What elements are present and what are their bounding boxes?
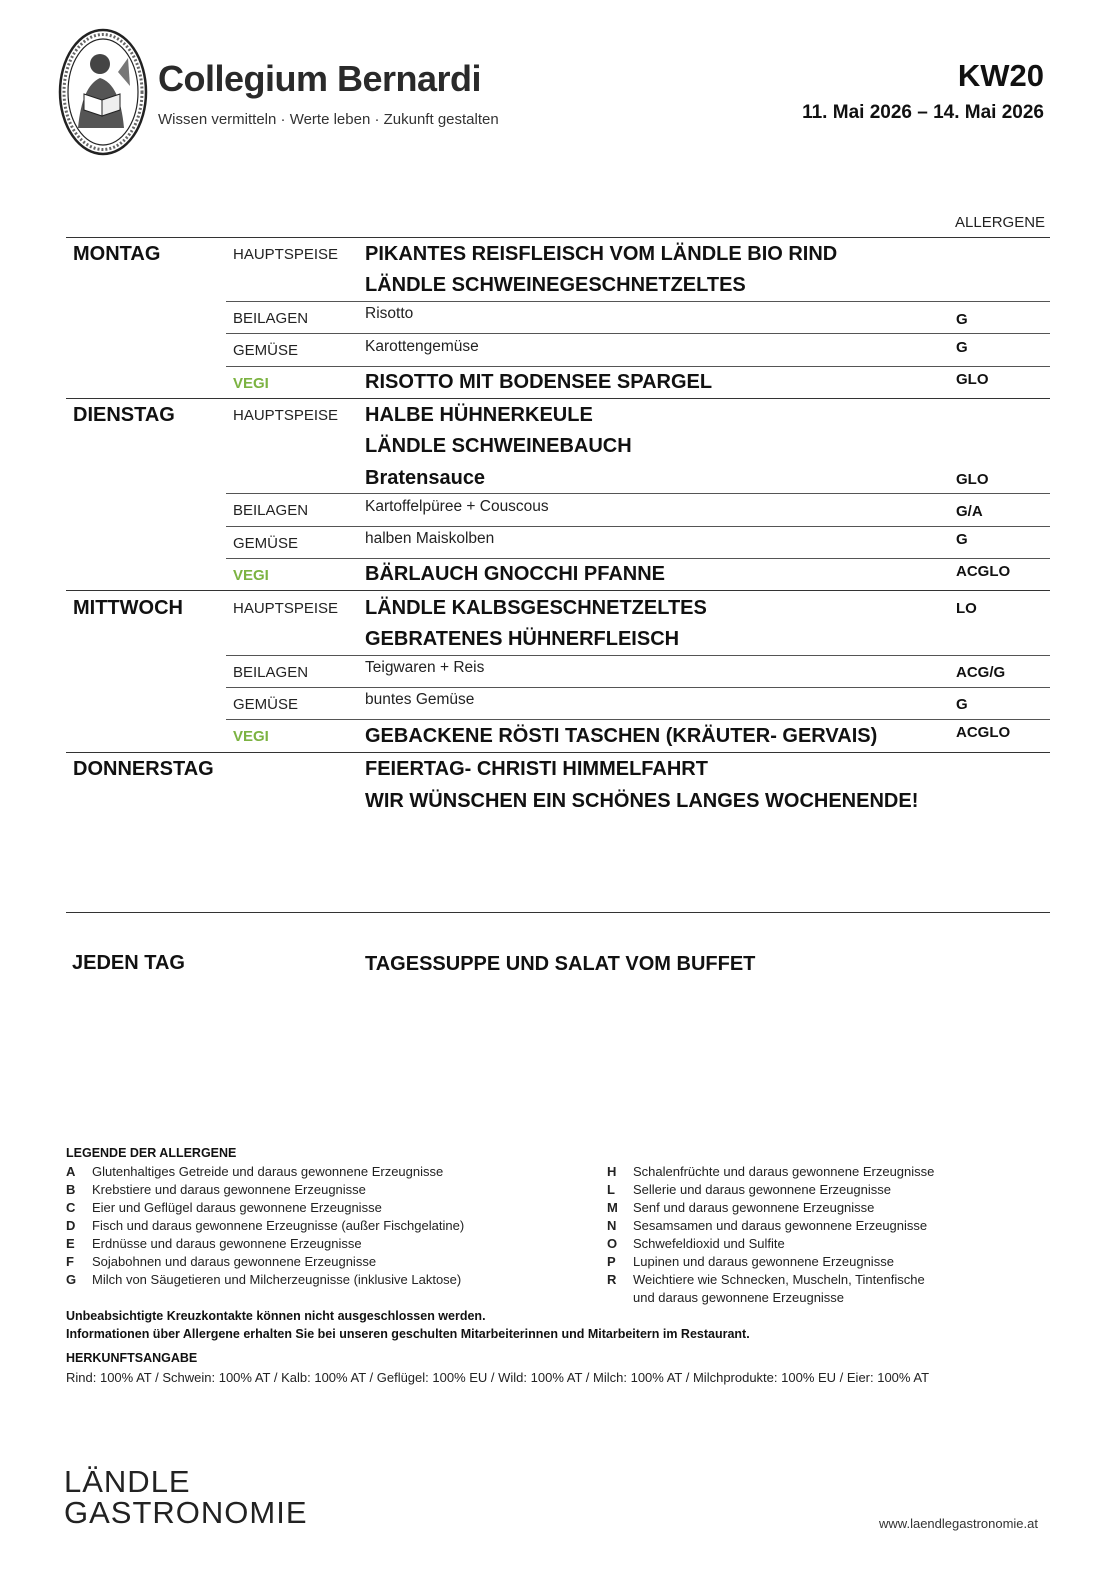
legend-item: F Sojabohnen und daraus gewonnene Erzeugnisse — [66, 1254, 377, 1269]
legend-item-continuation: und daraus gewonnene Erzeugnisse — [633, 1290, 845, 1305]
category-gemuese: GEMÜSE — [233, 535, 299, 552]
allergen-codes: GLO — [956, 471, 989, 488]
dish-vegi: GEBACKENE RÖSTI TASCHEN (KRÄUTER- GERVAIS) — [365, 725, 878, 747]
legend-item: D Fisch und daraus gewonnene Erzeugnisse (außer Fischgelatine) — [66, 1218, 465, 1233]
day-label-montag: MONTAG — [73, 243, 161, 265]
dish-main: LÄNDLE SCHWEINEGESCHNETZELTES — [365, 274, 746, 296]
dish-side: Risotto — [365, 305, 414, 322]
divider — [226, 301, 1050, 302]
legend-item: P Lupinen und daraus gewonnene Erzeugnisse — [607, 1254, 894, 1269]
dish-main: GEBRATENES HÜHNERFLEISCH — [365, 628, 680, 650]
allergen-codes: GLO — [956, 371, 989, 388]
holiday-notice: FEIERTAG- CHRISTI HIMMELFAHRT — [365, 758, 708, 780]
divider — [66, 752, 1050, 753]
dish-vegetable: halben Maiskolben — [365, 530, 495, 547]
legend-item: M Senf und daraus gewonnene Erzeugnisse — [607, 1200, 875, 1215]
every-day-offer: TAGESSUPPE UND SALAT VOM BUFFET — [365, 953, 756, 975]
category-beilagen: BEILAGEN — [233, 664, 309, 681]
dish-vegi: RISOTTO MIT BODENSEE SPARGEL — [365, 371, 713, 393]
allergen-codes: G — [956, 531, 968, 548]
category-gemuese: GEMÜSE — [233, 342, 299, 359]
website-url: www.laendlegastronomie.at — [879, 1516, 1038, 1531]
divider — [226, 526, 1050, 527]
legend-item: O Schwefeldioxid und Sulfite — [607, 1236, 785, 1251]
dish-side: Kartoffelpüree + Couscous — [365, 498, 549, 515]
origin-title: HERKUNFTSANGABE — [66, 1351, 198, 1365]
legend-item: H Schalenfrüchte und daraus gewonnene Erzeugnisse — [607, 1164, 935, 1179]
legend-item: N Sesamsamen und daraus gewonnene Erzeugnisse — [607, 1218, 928, 1233]
legend-item: L Sellerie und daraus gewonnene Erzeugnisse — [607, 1182, 892, 1197]
dish-main: LÄNDLE KALBSGESCHNETZELTES — [365, 597, 707, 619]
category-beilagen: BEILAGEN — [233, 310, 309, 327]
brand-tagline: Wissen vermitteln · Werte leben · Zukunft gestalten — [158, 111, 499, 128]
allergen-codes: ACGLO — [956, 563, 1011, 580]
allergen-codes: ACG/G — [956, 664, 1006, 681]
category-hauptspeise: HAUPTSPEISE — [233, 246, 339, 263]
every-day-label: JEDEN TAG — [72, 952, 185, 974]
category-vegi: VEGI — [233, 567, 269, 584]
dish-side: Teigwaren + Reis — [365, 659, 485, 676]
allergen-info-note: Informationen über Allergene erhalten Sie bei unseren geschulten Mitarbeiterinnen und Mitarbeitern im Restaurant. — [66, 1327, 750, 1341]
dish-main: PIKANTES REISFLEISCH VOM LÄNDLE BIO RIND — [365, 243, 838, 265]
allergen-codes: ACGLO — [956, 724, 1011, 741]
category-beilagen: BEILAGEN — [233, 502, 309, 519]
legend-title: LEGENDE DER ALLERGENE — [66, 1146, 237, 1160]
divider — [66, 590, 1050, 591]
divider — [66, 398, 1050, 399]
category-vegi: VEGI — [233, 375, 269, 392]
dish-main: HALBE HÜHNERKEULE — [365, 404, 593, 426]
dish-vegetable: Karottengemüse — [365, 338, 479, 355]
dish-sauce: Bratensauce — [365, 467, 486, 489]
category-hauptspeise: HAUPTSPEISE — [233, 407, 339, 424]
legend-item: R Weichtiere wie Schnecken, Muscheln, Tintenfische — [607, 1272, 925, 1287]
brand-name: Collegium Bernardi — [158, 58, 482, 99]
dish-vegetable: buntes Gemüse — [365, 691, 475, 708]
divider — [66, 912, 1050, 913]
collegium-seal-logo — [58, 28, 148, 156]
legend-item: B Krebstiere und daraus gewonnene Erzeugnisse — [66, 1182, 366, 1197]
week-number: KW20 — [957, 58, 1044, 93]
divider — [226, 493, 1050, 494]
divider — [226, 719, 1050, 720]
divider — [226, 655, 1050, 656]
day-label-mittwoch: MITTWOCH — [73, 597, 183, 619]
divider — [226, 687, 1050, 688]
divider — [226, 558, 1050, 559]
dish-main: LÄNDLE SCHWEINEBAUCH — [365, 435, 632, 457]
dish-vegi: BÄRLAUCH GNOCCHI PFANNE — [365, 563, 665, 585]
allergen-codes: G/A — [956, 503, 983, 520]
legend-item: C Eier und Geflügel daraus gewonnene Erzeugnisse — [66, 1200, 382, 1215]
divider — [66, 237, 1050, 238]
legend-item: A Glutenhaltiges Getreide und daraus gewonnene Erzeugnisse — [66, 1164, 444, 1179]
divider — [226, 366, 1050, 367]
category-vegi: VEGI — [233, 728, 269, 745]
category-gemuese: GEMÜSE — [233, 696, 299, 713]
day-label-donnerstag: DONNERSTAG — [73, 758, 214, 780]
cross-contact-note: Unbeabsichtigte Kreuzkontakte können nicht ausgeschlossen werden. — [66, 1309, 486, 1323]
legend-item: G Milch von Säugetieren und Milcherzeugnisse (inklusive Laktose) — [66, 1272, 462, 1287]
category-hauptspeise: HAUPTSPEISE — [233, 600, 339, 617]
allergen-codes: LO — [956, 600, 977, 617]
holiday-greeting: WIR WÜNSCHEN EIN SCHÖNES LANGES WOCHENENDE! — [365, 790, 919, 812]
allergen-codes: G — [956, 311, 968, 328]
divider — [226, 333, 1050, 334]
laendle-gastronomie-logo: LÄNDLE GASTRONOMIE — [64, 1464, 308, 1530]
allergen-codes: G — [956, 339, 968, 356]
origin-details: Rind: 100% AT / Schwein: 100% AT / Kalb: 100% AT / Geflügel: 100% EU / Wild: 100% AT / Milch: 100% AT / Milchprodukte: 100% EU / Eier: 100% AT — [66, 1370, 930, 1385]
allergene-column-header: ALLERGENE — [955, 214, 1046, 231]
day-label-dienstag: DIENSTAG — [73, 404, 175, 426]
legend-item: E Erdnüsse und daraus gewonnene Erzeugnisse — [66, 1236, 362, 1251]
date-range: 11. Mai 2026 – 14. Mai 2026 — [802, 102, 1044, 123]
allergen-codes: G — [956, 696, 968, 713]
